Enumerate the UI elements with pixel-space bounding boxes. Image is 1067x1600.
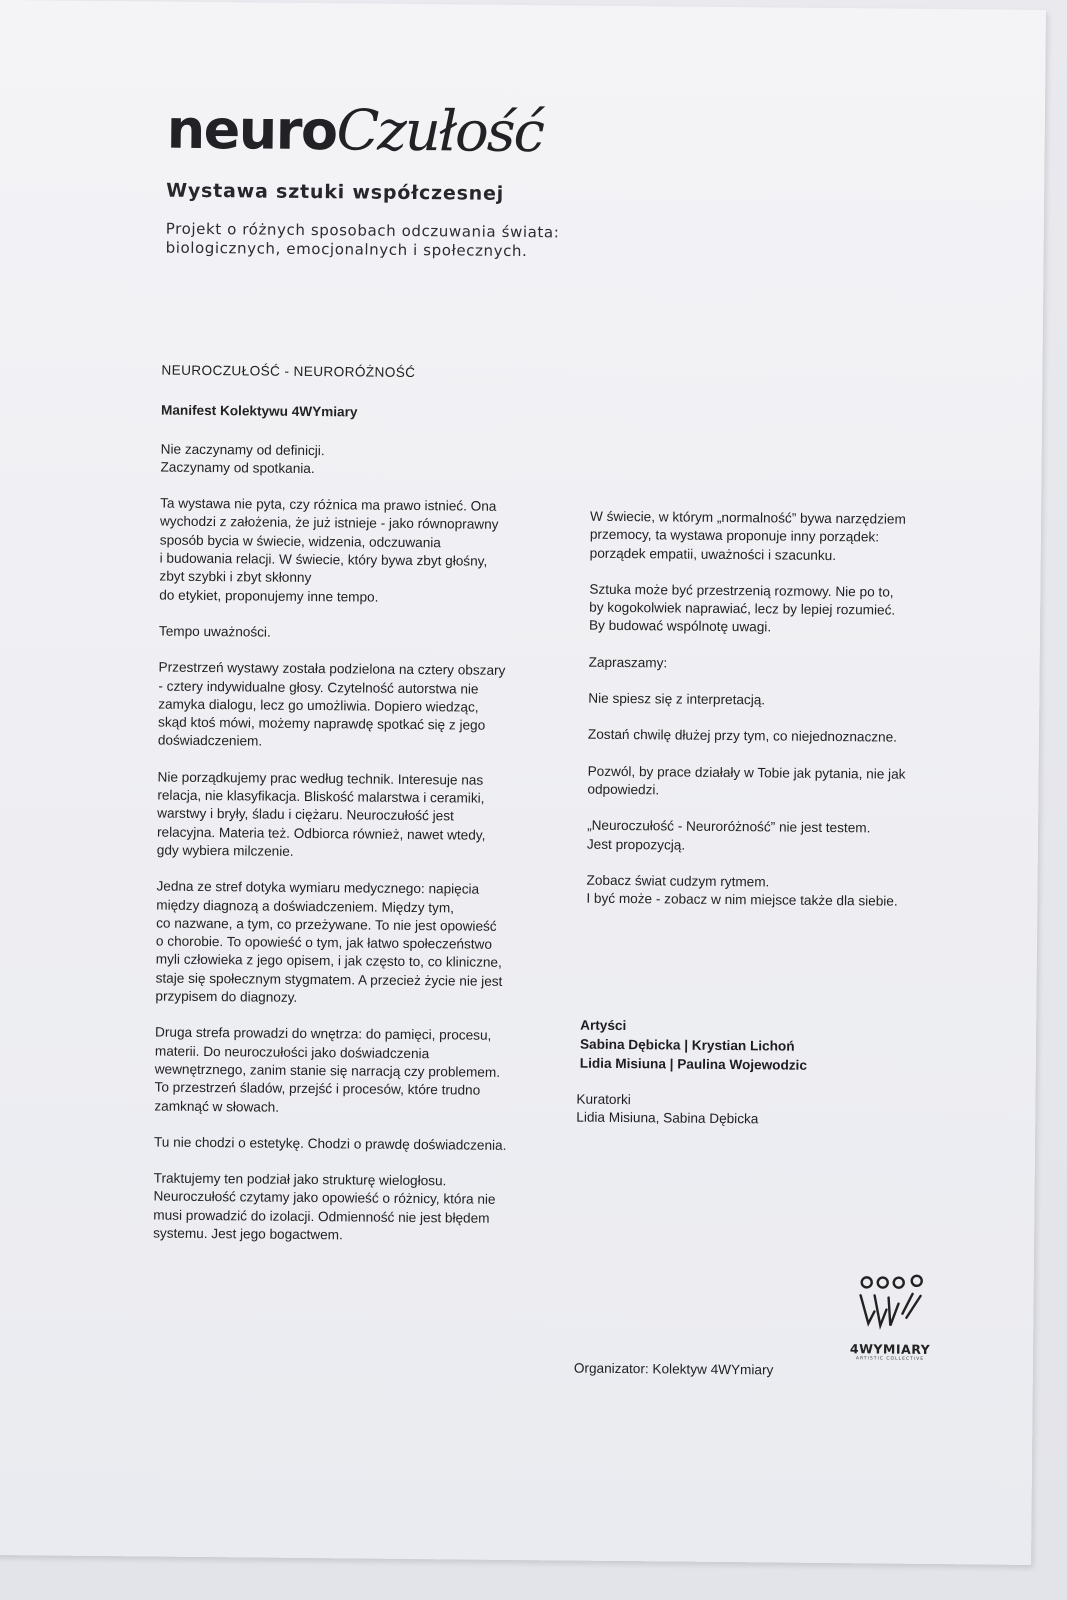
- intro-line: biologicznych, emocjonalnych i społecznych.: [165, 238, 528, 261]
- paragraph-line: by kogokolwiek naprawiać, lecz by lepiej rozumieć.: [589, 599, 896, 618]
- paragraph-line: musi prowadzić do izolacji. Odmienność nie jest błędem: [153, 1207, 490, 1226]
- paragraph-line: Jedna ze stref dotyka wymiaru medycznego: napięcia: [156, 878, 480, 897]
- paragraph-line: do etykiet, proponujemy inne tempo.: [159, 587, 379, 605]
- paragraph-line: wewnętrznego, zanim stanie się narracją czy problemem.: [154, 1061, 501, 1080]
- paragraph-line: Pozwól, by prace działały w Tobie jak pytania, nie jak: [587, 763, 906, 782]
- paragraph-line: I być może - zobacz w nim miejsce także dla siebie.: [586, 890, 898, 909]
- paragraph-line: zamknąć w słowach.: [154, 1098, 280, 1115]
- manifest-paragraph: [159, 623, 559, 645]
- paragraph-line: - cztery indywidualne głosy. Czytelność autorstwa nie: [158, 678, 479, 697]
- curators-names: Lidia Misiuna, Sabina Dębicka: [576, 1109, 759, 1127]
- paragraph-line: Nie spiesz się z interpretacją.: [588, 690, 766, 708]
- paragraph-line: By budować wspólnotę uwagi.: [588, 618, 772, 635]
- exhibition-subtitle: Wystawa sztuki współczesnej: [166, 179, 505, 205]
- manifest-paragraph: [589, 653, 969, 675]
- manifest-paragraph: [154, 1024, 555, 1119]
- paragraph-line: Tempo uważności.: [158, 623, 271, 640]
- paragraph-line: skąd ktoś mówi, możemy naprawdę spotkać się z jego: [158, 714, 486, 733]
- paragraph-line: przypisem do diagnozy.: [155, 988, 298, 1005]
- artists-label: Artyści: [580, 1017, 627, 1034]
- paragraph-line: Neuroczułość czytamy jako opowieść o różnicy, która nie: [153, 1188, 496, 1208]
- manifest-subheading: Manifest Kolektywu 4WYmiary: [160, 402, 358, 420]
- paragraph-line: wychodzi z założenia, że już istnieje - jako równoprawny: [159, 514, 499, 533]
- right-paragraphs: [586, 508, 970, 912]
- manifest-paragraph: [155, 878, 556, 1010]
- manifest-paragraph: [590, 508, 971, 567]
- paragraph-line: odpowiedzi.: [587, 781, 660, 798]
- paragraph-line: Tu nie chodzi o estetykę. Chodzi o prawdę doświadczenia.: [153, 1134, 507, 1153]
- collective-logo: [849, 1273, 932, 1362]
- paragraph-line: Zapraszamy:: [588, 654, 668, 671]
- manifest-heading: NEUROCZUŁOŚĆ - NEURORÓŻNOŚĆ: [161, 362, 416, 381]
- title-czulosc: Czułość: [336, 98, 544, 166]
- manifest-paragraph: [587, 762, 967, 802]
- paragraph-line: staje się społecznym stygmatem. A przecież życie nie jest: [155, 970, 503, 989]
- paragraph-line: o chorobie. To opowieść o tym, jak łatwo społeczeństwo: [155, 933, 493, 952]
- paragraph-line: Zaczynamy od spotkania.: [160, 459, 315, 476]
- intro-text: [166, 220, 560, 262]
- manifest-paragraph: [159, 495, 560, 609]
- manifest-paragraph: [586, 872, 966, 912]
- paragraph-line: „Neuroczułość - Neuroróżność” nie jest testem.: [587, 817, 871, 836]
- paragraph-line: sposób bycia w świecie, widzenia, odczuwania: [159, 532, 441, 551]
- paragraph-line: co nazwane, a tym, co przeżywane. To nie jest opowieść: [156, 915, 497, 934]
- intro-line: Projekt o różnych sposobach odczuwania świata:: [165, 219, 560, 242]
- left-paragraphs: [153, 440, 561, 1246]
- paragraph-line: gdy wybiera milczenie.: [156, 842, 294, 859]
- manifest-paragraph: [157, 768, 558, 863]
- four-figures-icon: [854, 1273, 927, 1336]
- paragraph-line: Jest propozycją.: [586, 836, 686, 853]
- paragraph-line: To przestrzeń śladów, przejść i procesów, które trudno: [154, 1079, 481, 1098]
- exhibition-title: [166, 97, 544, 166]
- paragraph-line: Zobacz świat cudzym rytmem.: [586, 872, 770, 890]
- artists-block: [580, 1016, 808, 1075]
- paragraph-line: zbyt szybki i zbyt skłonny: [159, 568, 312, 586]
- paragraph-line: porządek empatii, uważności i szacunku.: [589, 545, 837, 563]
- logo-tagline: ARTISTIC COLLECTIVE: [855, 1356, 925, 1362]
- paragraph-line: Ta wystawa nie pyta, czy różnica ma prawo istnieć. Ona: [160, 495, 497, 514]
- logo-brand: 4WYMIARY: [849, 1341, 931, 1357]
- manifest-paragraph: [589, 581, 970, 640]
- paragraph-line: materii. Do neuroczułości jako doświadczenia: [154, 1043, 430, 1061]
- manifest-paragraph: [158, 659, 559, 754]
- paragraph-line: relacyjna. Materia też. Odbiorca również, nawet wtedy,: [156, 824, 486, 843]
- manifest-paragraph: [154, 1133, 554, 1155]
- curators-label: Kuratorki: [576, 1091, 631, 1108]
- paragraph-line: Nie zaczynamy od definicji.: [160, 441, 325, 458]
- manifest-paragraph: [588, 726, 968, 748]
- paragraph-line: Druga strefa prowadzi do wnętrza: do pamięci, procesu,: [155, 1024, 492, 1044]
- paragraph-line: doświadczeniem.: [157, 733, 263, 750]
- manifest-paragraph: [588, 690, 968, 712]
- paragraph-line: myli człowieka z jego opisem, i jak często to, co kliniczne,: [155, 951, 502, 971]
- paragraph-line: warstwy i bryły, śladu i ciężaru. Neuroczułość jest: [157, 805, 454, 824]
- manifest-right-column: [586, 508, 970, 912]
- manifest-paragraph: [587, 817, 967, 857]
- manifest-left-column: [153, 362, 561, 1247]
- artists-line: Lidia Misiuna | Paulina Wojewodzic: [579, 1055, 808, 1073]
- manifest-paragraph: [160, 440, 560, 480]
- paragraph-line: Nie porządkujemy prac według technik. Interesuje nas: [157, 769, 484, 788]
- title-neuro: neuro: [166, 97, 337, 163]
- paragraph-line: relacja, nie klasyfikacja. Bliskość malarstwa i ceramiki,: [157, 787, 485, 806]
- manifest-paragraph: [153, 1170, 554, 1247]
- curators-block: [576, 1091, 758, 1129]
- paragraph-line: W świecie, w którym „normalność” bywa narzędziem: [590, 508, 906, 527]
- paragraph-line: zamyka dialogu, lecz go umożliwia. Dopiero wiedząc,: [158, 696, 479, 715]
- paragraph-line: przemocy, ta wystawa proponuje inny porządek:: [589, 526, 880, 545]
- paragraph-line: Zostań chwilę dłużej przy tym, co niejednoznaczne.: [587, 727, 898, 746]
- paragraph-line: Sztuka może być przestrzenią rozmowy. Nie po to,: [589, 581, 894, 600]
- artists-line: Sabina Dębicka | Krystian Lichoń: [579, 1036, 795, 1054]
- paragraph-line: i budowania relacji. W świecie, który bywa zbyt głośny,: [159, 550, 488, 569]
- organizer-credit: Organizator: Kolektyw 4WYmiary: [573, 1360, 774, 1378]
- paragraph-line: systemu. Jest jego bogactwem.: [153, 1225, 343, 1243]
- paragraph-line: Przestrzeń wystawy została podzielona na cztery obszary: [158, 659, 506, 679]
- paragraph-line: między diagnozą a doświadczeniem. Między tym,: [156, 897, 455, 915]
- paragraph-line: Traktujemy ten podział jako strukturę wielogłosu.: [153, 1170, 447, 1189]
